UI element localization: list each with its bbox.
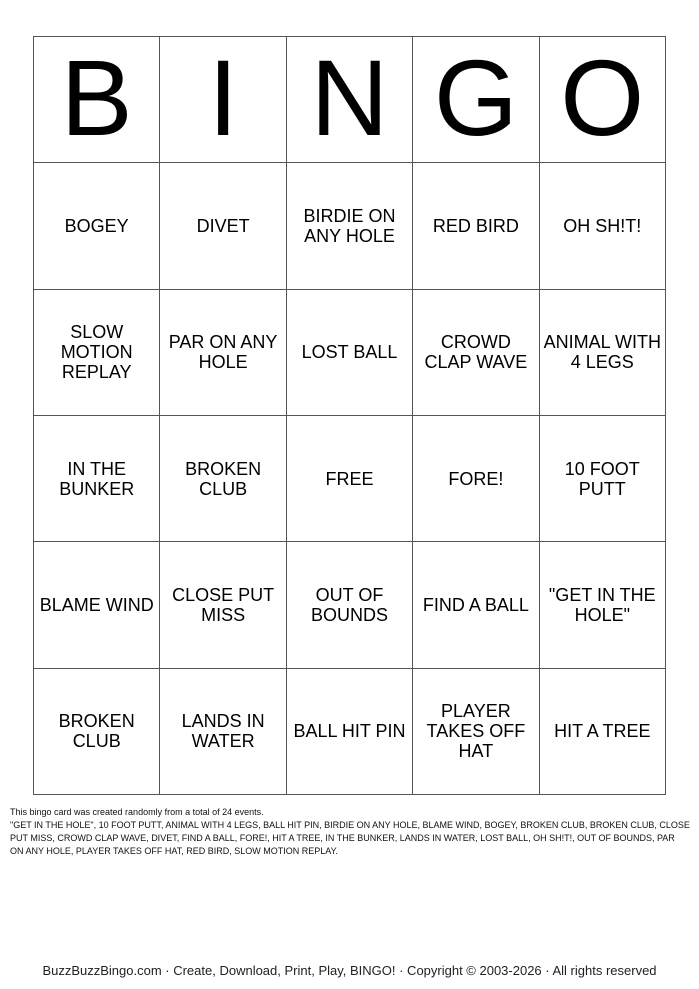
- free-space-cell: FREE: [287, 416, 413, 542]
- bingo-cell: 10 FOOT PUTT: [540, 416, 666, 542]
- bingo-cell: DIVET: [160, 163, 286, 289]
- bingo-cell: LANDS IN WATER: [160, 669, 286, 795]
- bingo-cell: CLOSE PUT MISS: [160, 542, 286, 668]
- bingo-cell: ANIMAL WITH 4 LEGS: [540, 290, 666, 416]
- bingo-cell: "GET IN THE HOLE": [540, 542, 666, 668]
- bingo-cell: LOST BALL: [287, 290, 413, 416]
- bingo-cell: PLAYER TAKES OFF HAT: [413, 669, 539, 795]
- bingo-cell: BLAME WIND: [34, 542, 160, 668]
- header-letter-o: O: [540, 37, 666, 163]
- bingo-cell: FIND A BALL: [413, 542, 539, 668]
- bingo-cell: SLOW MOTION REPLAY: [34, 290, 160, 416]
- header-letter-g: G: [413, 37, 539, 163]
- bingo-cell: BIRDIE ON ANY HOLE: [287, 163, 413, 289]
- bingo-cell: BROKEN CLUB: [34, 669, 160, 795]
- bingo-cell: HIT A TREE: [540, 669, 666, 795]
- card-footnote: [10, 806, 690, 858]
- bingo-cell: BALL HIT PIN: [287, 669, 413, 795]
- bingo-cell: BROKEN CLUB: [160, 416, 286, 542]
- bingo-cell: PAR ON ANY HOLE: [160, 290, 286, 416]
- bingo-cell: OUT OF BOUNDS: [287, 542, 413, 668]
- footnote-intro: This bingo card was created randomly from a total of 24 events.: [10, 807, 264, 817]
- header-letter-b: B: [34, 37, 160, 163]
- bingo-cell: OH SH!T!: [540, 163, 666, 289]
- page-footer: BuzzBuzzBingo.com · Create, Download, Print, Play, BINGO! · Copyright © 2003-2026 · All rights reserved: [42, 963, 657, 978]
- bingo-cell: RED BIRD: [413, 163, 539, 289]
- footnote-event-list: "GET IN THE HOLE", 10 FOOT PUTT, ANIMAL WITH 4 LEGS, BALL HIT PIN, BIRDIE ON ANY HOLE, BLAME WIND, BOGEY, BROKEN CLUB, BROKEN CLUB, CLOSE PUT MISS, CROWD CLAP WAVE, DIVET, FIND A BALL, FORE!, HIT A TREE, IN THE BUNKER, LANDS IN WATER, LOST BALL, OH SH!T!, OUT OF BOUNDS, PAR ON ANY HOLE, PLAYER TAKES OFF HAT, RED BIRD, SLOW MOTION REPLAY.: [10, 820, 690, 856]
- bingo-cell: BOGEY: [34, 163, 160, 289]
- bingo-card: [33, 36, 666, 795]
- bingo-cell: FORE!: [413, 416, 539, 542]
- bingo-cell: IN THE BUNKER: [34, 416, 160, 542]
- bingo-cell: CROWD CLAP WAVE: [413, 290, 539, 416]
- header-letter-n: N: [287, 37, 413, 163]
- header-letter-i: I: [160, 37, 286, 163]
